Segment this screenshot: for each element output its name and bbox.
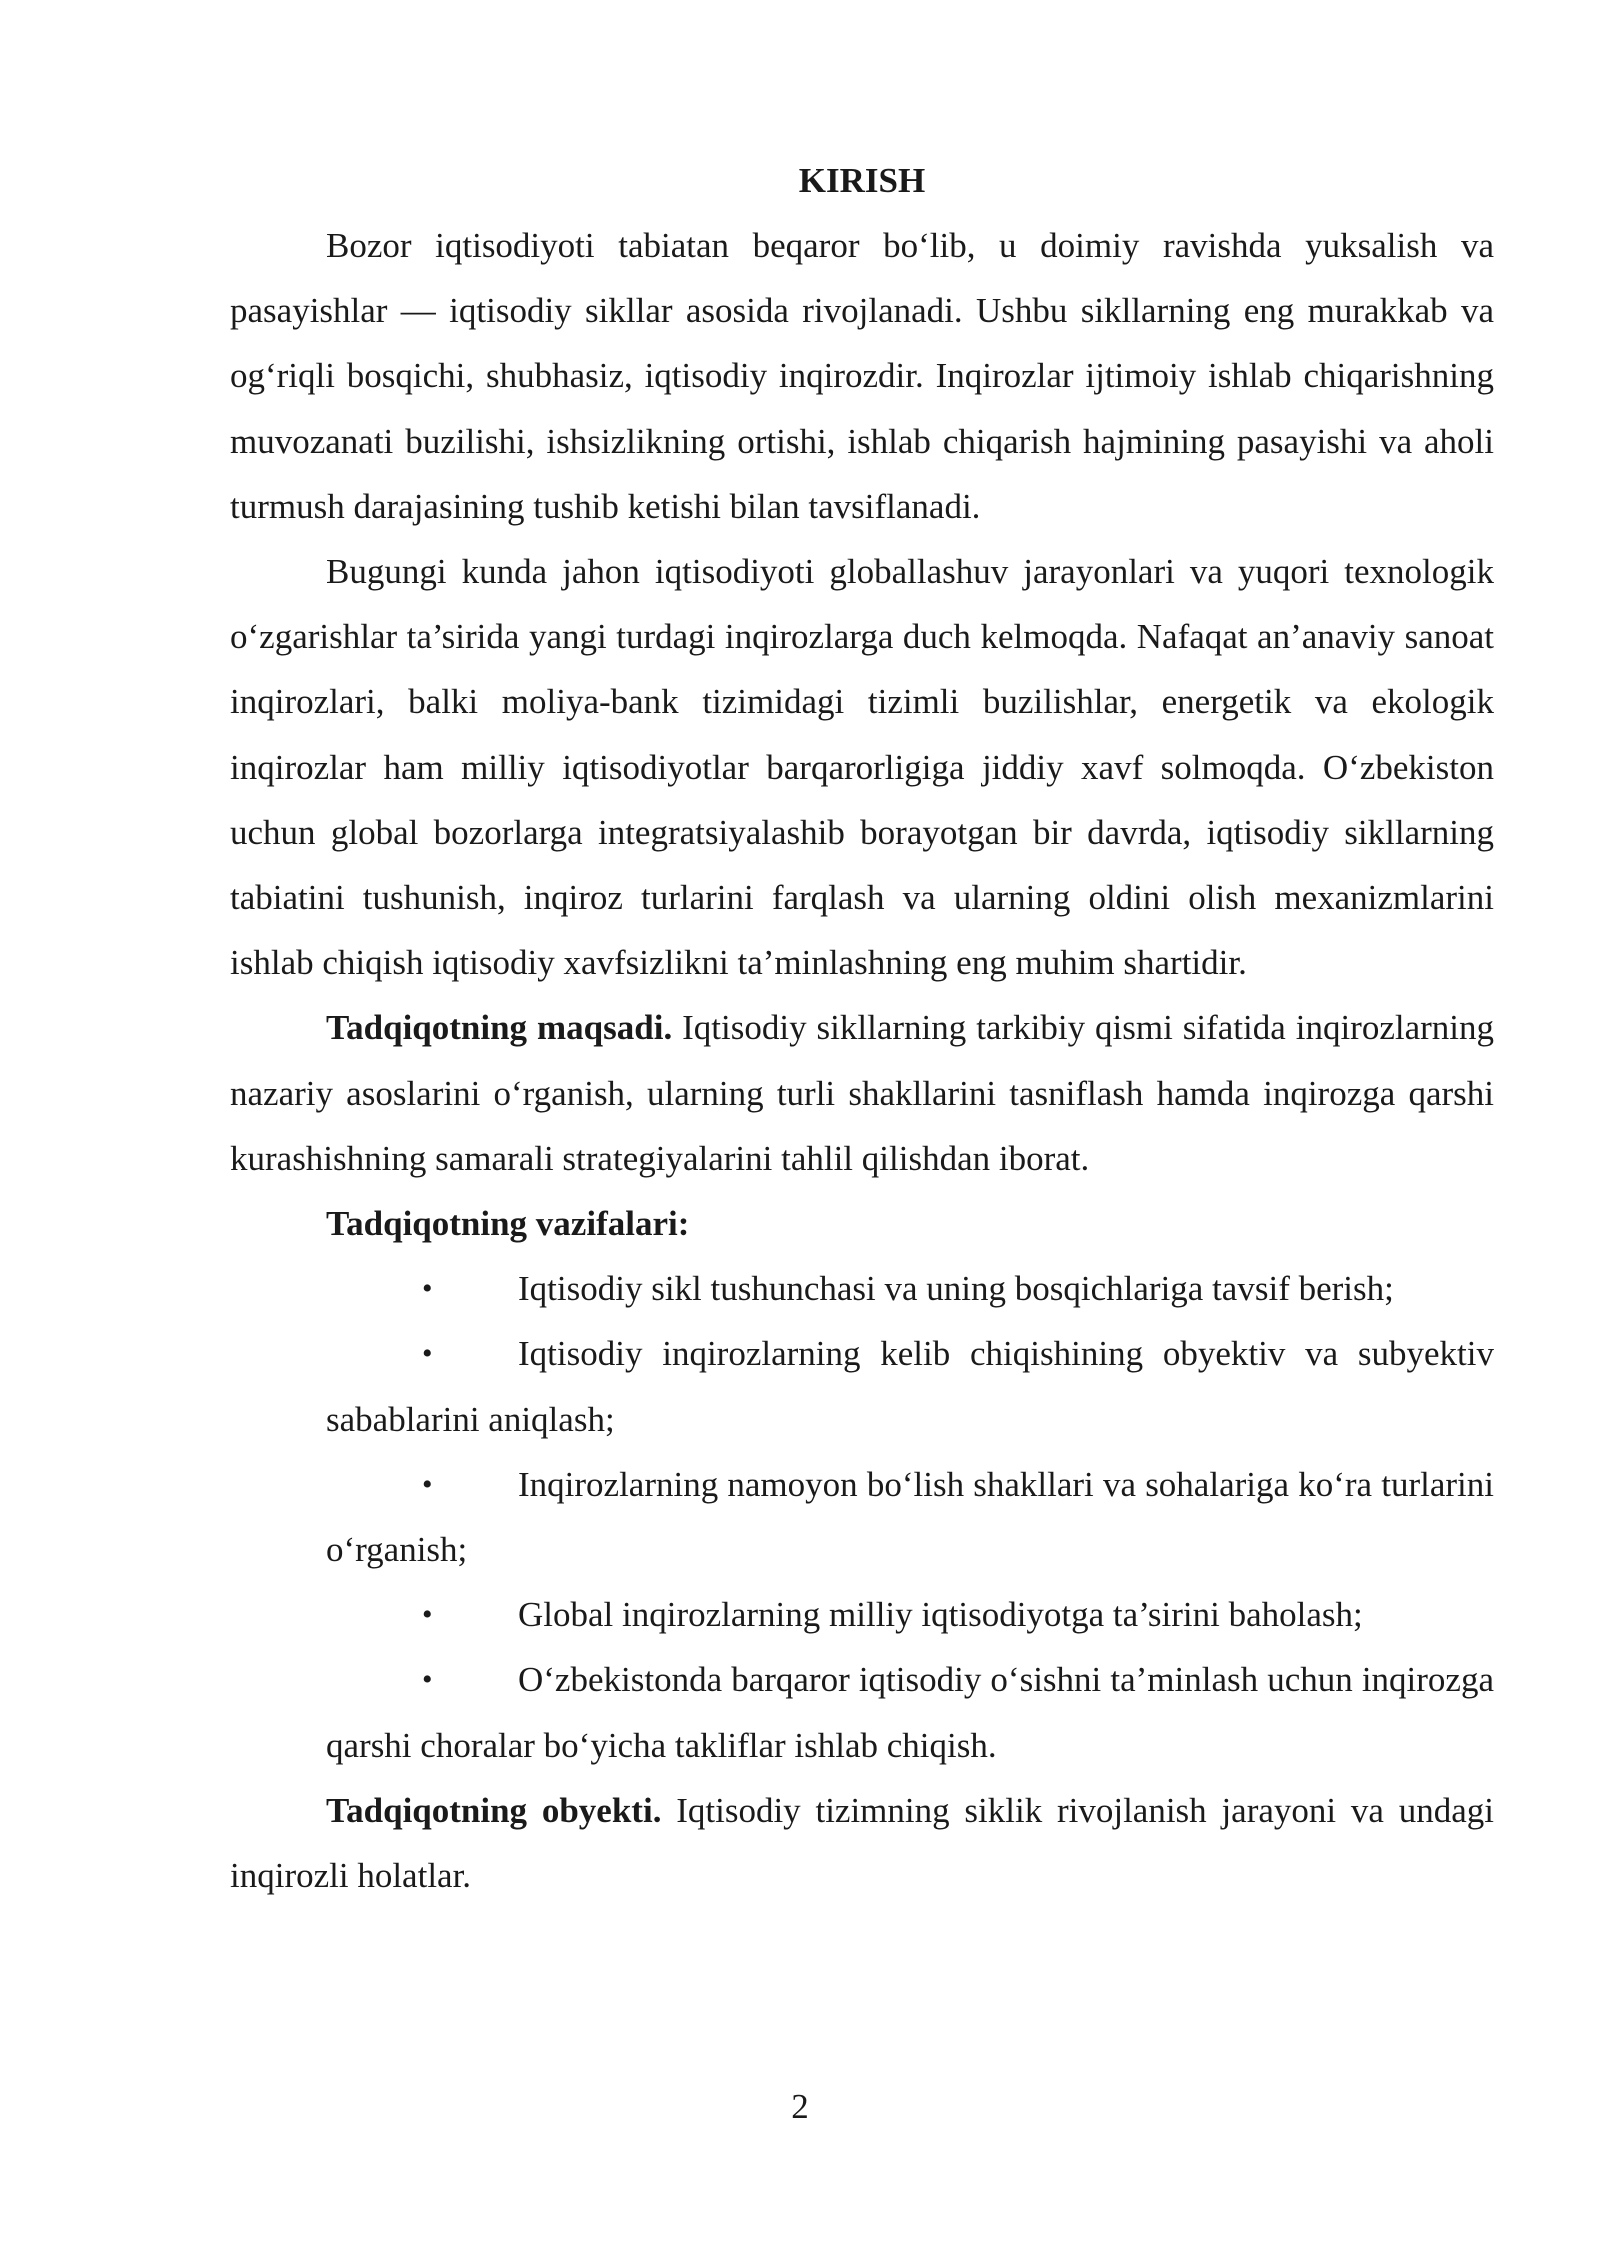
- goal-paragraph: [230, 995, 1494, 1191]
- list-item-text: Inqirozlarning namoyon bo‘lish shakllari va sohalariga ko‘ra turlarini o‘rganish;: [326, 1464, 1494, 1570]
- list-item-text: O‘zbekistonda barqaror iqtisodiy o‘sishni ta’minlash uchun inqirozga qarshi choralar bo‘yicha takliflar ishlab chiqish.: [326, 1660, 1494, 1765]
- object-text: Iqtisodiy tizimning siklik rivojlanish jarayoni va undagi inqirozli holatlar.: [230, 1790, 1494, 1896]
- bullet-icon: •: [422, 1337, 433, 1371]
- list-item: [326, 1321, 1494, 1451]
- tasks-heading: Tadqiqotning vazifalari:: [326, 1204, 690, 1244]
- bullet-icon: •: [422, 1272, 433, 1306]
- object-paragraph: [230, 1778, 1494, 1908]
- goal-label: Tadqiqotning maqsadi.: [326, 1008, 673, 1048]
- tasks-list: [230, 1256, 1494, 1778]
- page-number: 2: [791, 2087, 809, 2126]
- bullet-icon: •: [422, 1663, 433, 1697]
- list-item: [326, 1582, 1494, 1647]
- bullet-icon: •: [422, 1467, 433, 1501]
- list-item: [326, 1452, 1494, 1582]
- goal-text: Iqtisodiy sikllarning tarkibiy qismi sifatida inqirozlarning nazariy asoslarini o‘rganish, ularning turli shakllarini tasniflash hamda inqirozga qarshi kurashishning samarali strategiyalarini tahlil qilishdan iborat.: [230, 1008, 1494, 1178]
- list-item: [326, 1647, 1494, 1777]
- section-title: KIRISH: [798, 161, 926, 200]
- document-page: [230, 148, 1494, 1908]
- intro-paragraph-2: Bugungi kunda jahon iqtisodiyoti globallashuv jarayonlari va yuqori texnologik o‘zgarishlar ta’sirida yangi turdagi inqirozlarga duch kelmoqda. Nafaqat an’anaviy sanoat inqirozlari, balki moliya-bank tizimidagi tizimli buzilishlar, energetik va ekologik inqirozlar ham milliy iqtisodiyotlar barqarorligiga jiddiy xavf solmoqda. O‘zbekiston uchun global bozorlarga integratsiyalashib borayotgan bir davrda, iqtisodiy sikllarning tabiatini tushunish, inqiroz turlarini farqlash va ularning oldini olish mexanizmlarini ishlab chiqish iqtisodiy xavfsizlikni ta’minlashning eng muhim shartidir.: [230, 552, 1494, 983]
- object-label: Tadqiqotning obyekti.: [326, 1790, 662, 1830]
- intro-paragraph-1: Bozor iqtisodiyoti tabiatan beqaror bo‘lib, u doimiy ravishda yuksalish va pasayishlar — iqtisodiy sikllar asosida rivojlanadi. Ushbu sikllarning eng murakkab va og‘riqli bosqichi, shubhasiz, iqtisodiy inqirozdir. Inqirozlar ijtimoiy ishlab chiqarishning muvozanati buzilishi, ishsizlikning ortishi, ishlab chiqarish hajmining pasayishi va aholi turmush darajasining tushib ketishi bilan tavsiflanadi.: [230, 226, 1494, 526]
- list-item-text: Iqtisodiy sikl tushunchasi va uning bosqichlariga tavsif berish;: [518, 1269, 1394, 1309]
- list-item-text: Iqtisodiy inqirozlarning kelib chiqishining obyektiv va subyektiv sabablarini aniqlash;: [326, 1334, 1494, 1439]
- list-item-text: Global inqirozlarning milliy iqtisodiyotga ta’sirini baholash;: [518, 1595, 1363, 1635]
- bullet-icon: •: [422, 1598, 433, 1632]
- list-item: [326, 1256, 1494, 1321]
